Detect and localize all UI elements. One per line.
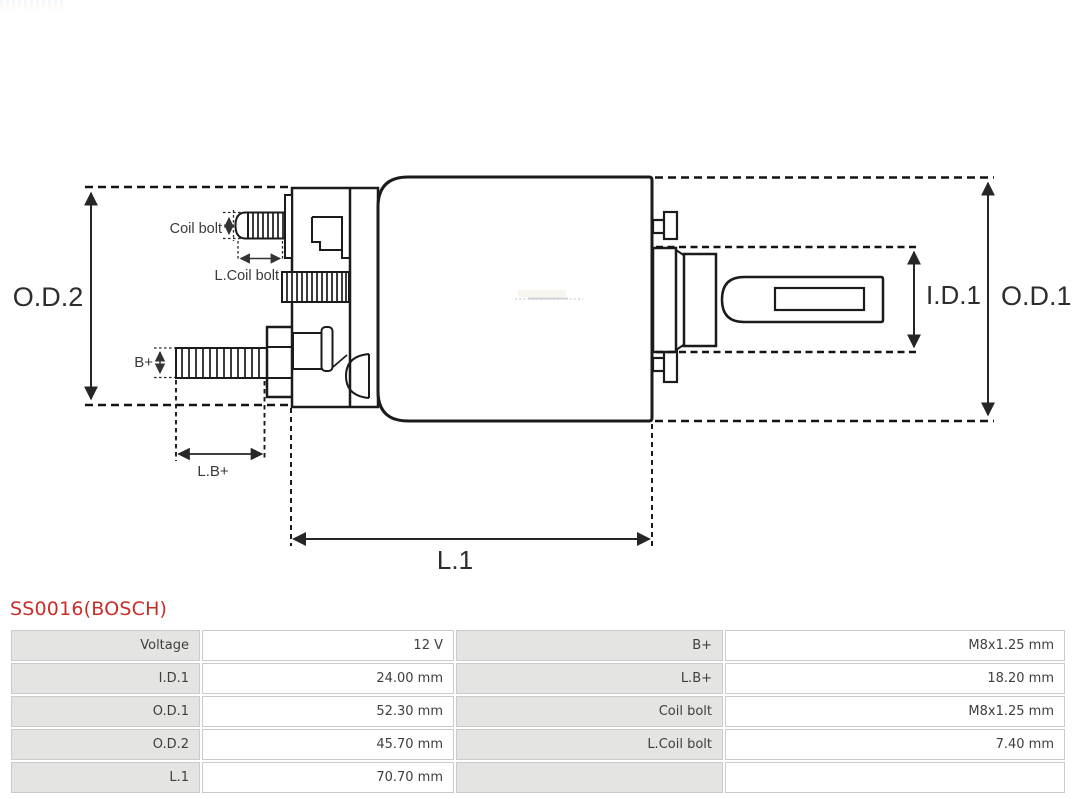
spec-label-cell: L.1 [11,762,200,793]
spec-value-cell: M8x1.25 mm [725,696,1065,727]
dim-l-coil-bolt [215,241,283,284]
coil-bolt-stud [170,210,286,241]
solenoid-cap [282,188,378,407]
spec-label-cell: B+ [456,630,723,661]
spec-label-cell: L.B+ [456,663,723,694]
spec-label-cell: O.D.2 [11,729,200,760]
part-title[interactable]: SS0016(BOSCH) [10,598,168,620]
b-plus-stud [134,327,293,397]
solenoid-can [378,177,652,421]
spec-label-cell: Coil bolt [456,696,723,727]
spec-label-cell: Voltage [11,630,200,661]
od2-label: O.D.2 [12,282,84,312]
od1-label: O.D.1 [1001,281,1072,311]
spec-table [11,630,1065,793]
plunger [653,248,883,352]
spec-value-cell: 12 V [202,630,454,661]
dim-l1 [291,408,652,575]
spec-value-cell: 18.20 mm [725,663,1065,694]
l-b-plus-label: L.B+ [197,463,229,480]
spec-label-cell: L.Coil bolt [456,729,723,760]
spec-value-cell: 52.30 mm [202,696,454,727]
spec-value-cell [725,762,1065,793]
id1-label: I.D.1 [926,280,981,310]
spec-value-cell: 24.00 mm [202,663,454,694]
b-plus-label: B+ [134,354,153,371]
spec-label-cell: O.D.1 [11,696,200,727]
l1-label: L.1 [436,545,474,575]
dim-l-b-plus [176,380,265,480]
spec-value-cell: 70.70 mm [202,762,454,793]
coil-bolt-label: Coil bolt [169,221,222,237]
spec-value-cell: 7.40 mm [725,729,1065,760]
l-coil-bolt-label: L.Coil bolt [214,268,279,284]
spec-label-cell: I.D.1 [11,663,200,694]
spec-value-cell: 45.70 mm [202,729,454,760]
spec-value-cell: M8x1.25 mm [725,630,1065,661]
spec-label-cell [456,762,723,793]
